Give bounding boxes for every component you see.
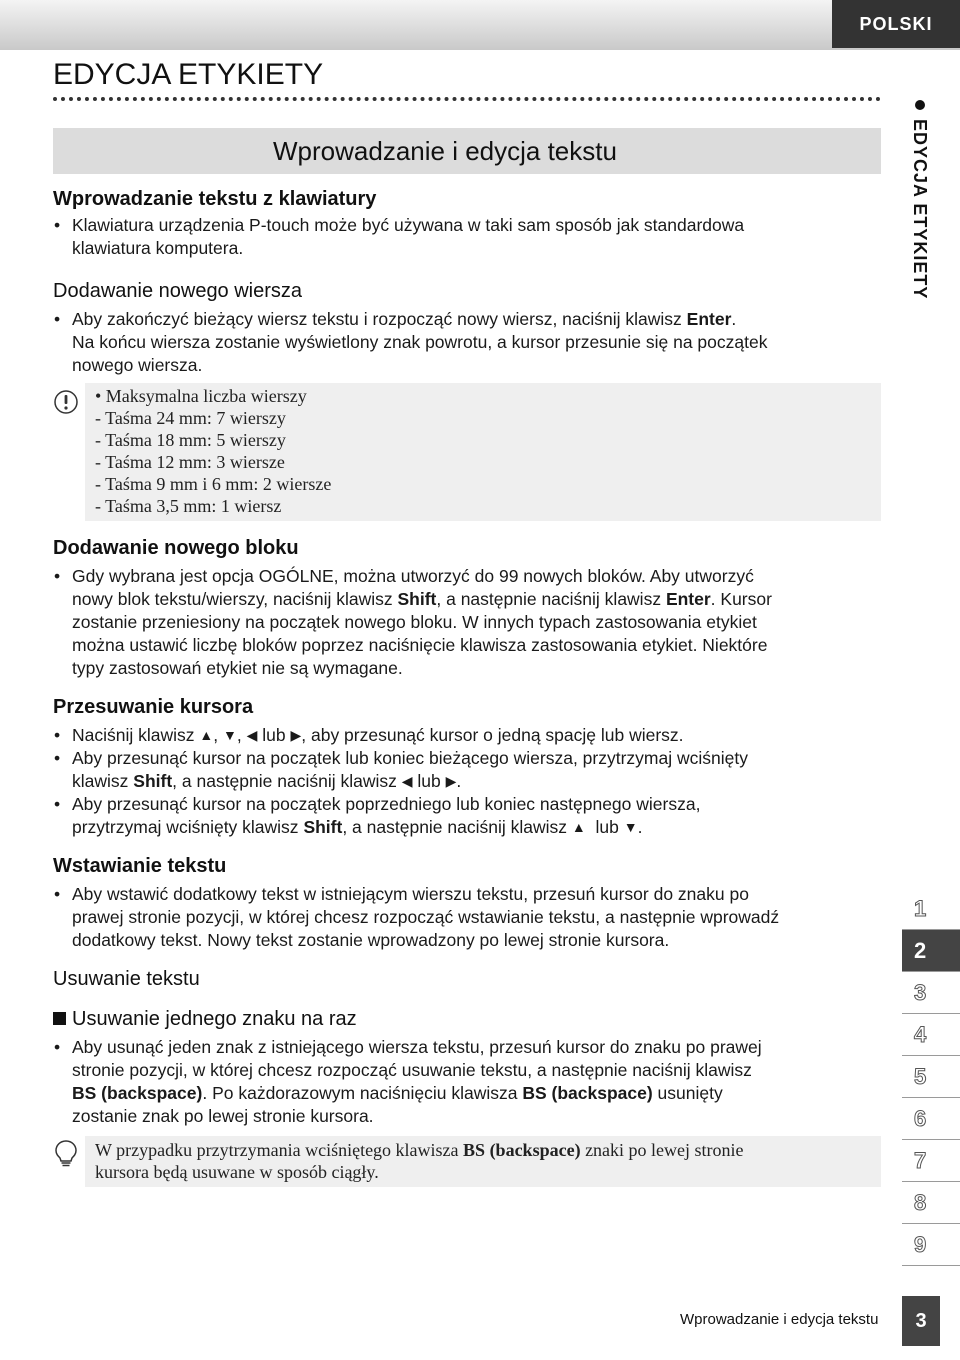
heading-insert: Wstawianie tekstu — [53, 855, 227, 877]
left-arrow-icon: ◀ — [401, 773, 413, 789]
chapter-tabs — [902, 888, 960, 1266]
footer-section-name: Wprowadzanie i edycja tekstu — [680, 1311, 879, 1328]
shift-key: Shift — [133, 771, 173, 791]
page-title: EDYCJA ETYKIETY — [53, 58, 324, 91]
insert-list — [53, 883, 881, 952]
delete-list — [53, 1036, 881, 1128]
note-box — [85, 383, 881, 521]
chapter-tab-9[interactable]: 9 — [902, 1224, 960, 1266]
enter-key: Enter — [665, 589, 711, 609]
chapter-tab-1[interactable]: 1 — [902, 888, 960, 930]
right-arrow-icon: ▶ — [445, 773, 457, 789]
square-bullet-icon — [53, 1012, 66, 1025]
heading-new-block: Dodawanie nowego bloku — [53, 537, 299, 559]
chapter-tab-4[interactable]: 4 — [902, 1014, 960, 1056]
backspace-key: BS (backspace) — [463, 1140, 581, 1160]
list-item: • Aby przesunąć kursor na początek poprzedniego lub koniec następnego wiersza, przytrzymaj wciśnięty klawisz Shift, a następnie naciśnij klawisz ▲ lub ▼. — [53, 793, 881, 839]
section-title: Wprowadzanie i edycja tekstu — [273, 135, 617, 166]
note-line: - Taśma 12 mm: 3 wiersze — [95, 452, 285, 472]
side-chapter-label: EDYCJA ETYKIETY — [900, 100, 940, 330]
tip-line: W przypadku przytrzymania wciśniętego klawisza BS (backspace) znaki po lewej stronie — [95, 1140, 744, 1160]
list-item: • Aby zakończyć bieżący wiersz tekstu i rozpocząć nowy wiersz, naciśnij klawisz Enter. Na końcu wiersza zostanie wyświetlony znak powrotu, a kursor przesunie się na początek nowego wiersza. — [53, 308, 881, 377]
list-item: • Gdy wybrana jest opcja OGÓLNE, można utworzyć do 99 nowych bloków. Aby utworzyć nowy blok tekstu/wierszy, naciśnij klawisz Shift, a następnie naciśnij klawisz Enter. Kursor zostanie przeniesiony na początek nowego bloku. W innych typach zastosowania etykiet można ustawić liczbę bloków poprzez naciśnięcie klawisza zastosowania etykiet. Niektóre typy zastosowań etykiet nie są wymagane. — [53, 565, 881, 680]
dot-icon — [915, 100, 925, 110]
lightbulb-icon — [53, 1139, 79, 1169]
down-arrow-icon: ▼ — [623, 819, 638, 835]
tip-box — [85, 1136, 881, 1187]
top-bar — [0, 0, 960, 50]
heading-new-line: Dodawanie nowego wiersza — [53, 280, 303, 302]
right-arrow-icon: ▶ — [290, 727, 302, 743]
new-line-list — [53, 308, 881, 377]
up-arrow-icon: ▲ — [199, 727, 214, 743]
backspace-key: BS (backspace) — [522, 1083, 653, 1103]
main-content — [53, 184, 881, 1187]
chapter-tab-6[interactable]: 6 — [902, 1098, 960, 1140]
tip-line: kursora będą usuwane w sposób ciągły. — [95, 1162, 379, 1182]
heading-keyboard: Wprowadzanie tekstu z klawiatury — [53, 188, 377, 210]
note-line: - Taśma 9 mm i 6 mm: 2 wiersze — [95, 474, 332, 494]
chapter-tab-7[interactable]: 7 — [902, 1140, 960, 1182]
enter-key: Enter — [686, 309, 732, 329]
page-number: 3 — [902, 1296, 940, 1346]
list-item: • Aby wstawić dodatkowy tekst w istniejącym wierszu tekstu, przesuń kursor do znaku po prawej stronie pozycji, w której chcesz rozpocząć wstawianie tekstu, a następnie wprowadź dodatkowy tekst. Nowy tekst zostanie wprowadzony po lewej stronie kursora. — [53, 883, 881, 952]
language-badge: POLSKI — [832, 0, 960, 48]
chapter-tab-2[interactable]: 2 — [902, 930, 960, 972]
title-divider — [53, 97, 881, 101]
chapter-tab-8[interactable]: 8 — [902, 1182, 960, 1224]
new-block-list — [53, 565, 881, 680]
section-banner — [53, 128, 881, 174]
cursor-list — [53, 724, 881, 839]
note-line: - Taśma 18 mm: 5 wierszy — [95, 430, 286, 450]
backspace-key: BS (backspace) — [72, 1083, 203, 1103]
note-line: • Maksymalna liczba wierszy — [95, 386, 307, 406]
shift-key: Shift — [303, 817, 343, 837]
exclamation-circle-icon — [53, 389, 79, 415]
note-line: - Taśma 3,5 mm: 1 wiersz — [95, 496, 282, 516]
shift-key: Shift — [397, 589, 437, 609]
down-arrow-icon: ▼ — [222, 727, 237, 743]
left-arrow-icon: ◀ — [246, 727, 258, 743]
heading-delete: Usuwanie tekstu — [53, 968, 200, 990]
keyboard-list — [53, 214, 881, 260]
list-item: • Aby usunąć jeden znak z istniejącego wiersza tekstu, przesuń kursor do znaku po prawej stronie pozycji, w której chcesz rozpocząć usuwanie tekstu, a następnie naciśnij klawisz BS (backspace). Po każdorazowym naciśnięciu klawisza BS (backspace) usunięty zostanie znak po lewej stronie kursora. — [53, 1036, 881, 1128]
heading-cursor: Przesuwanie kursora — [53, 696, 254, 718]
up-arrow-icon: ▲ — [571, 819, 586, 835]
note-line: - Taśma 24 mm: 7 wierszy — [95, 408, 286, 428]
list-item: • Aby przesunąć kursor na początek lub koniec bieżącego wiersza, przytrzymaj wciśnięty klawisz Shift, a następnie naciśnij klawisz ◀ lub ▶. — [53, 747, 881, 793]
list-item: • Naciśnij klawisz ▲, ▼, ◀ lub ▶, aby przesunąć kursor o jedną spację lub wiersz. — [53, 724, 881, 747]
list-item: • Klawiatura urządzenia P-touch może być używana w taki sam sposób jak standardowa klawiatura komputera. — [53, 214, 881, 260]
chapter-tab-5[interactable]: 5 — [902, 1056, 960, 1098]
chapter-tab-3[interactable]: 3 — [902, 972, 960, 1014]
subheading-delete-one: Usuwanie jednego znaku na raz — [53, 1006, 881, 1032]
